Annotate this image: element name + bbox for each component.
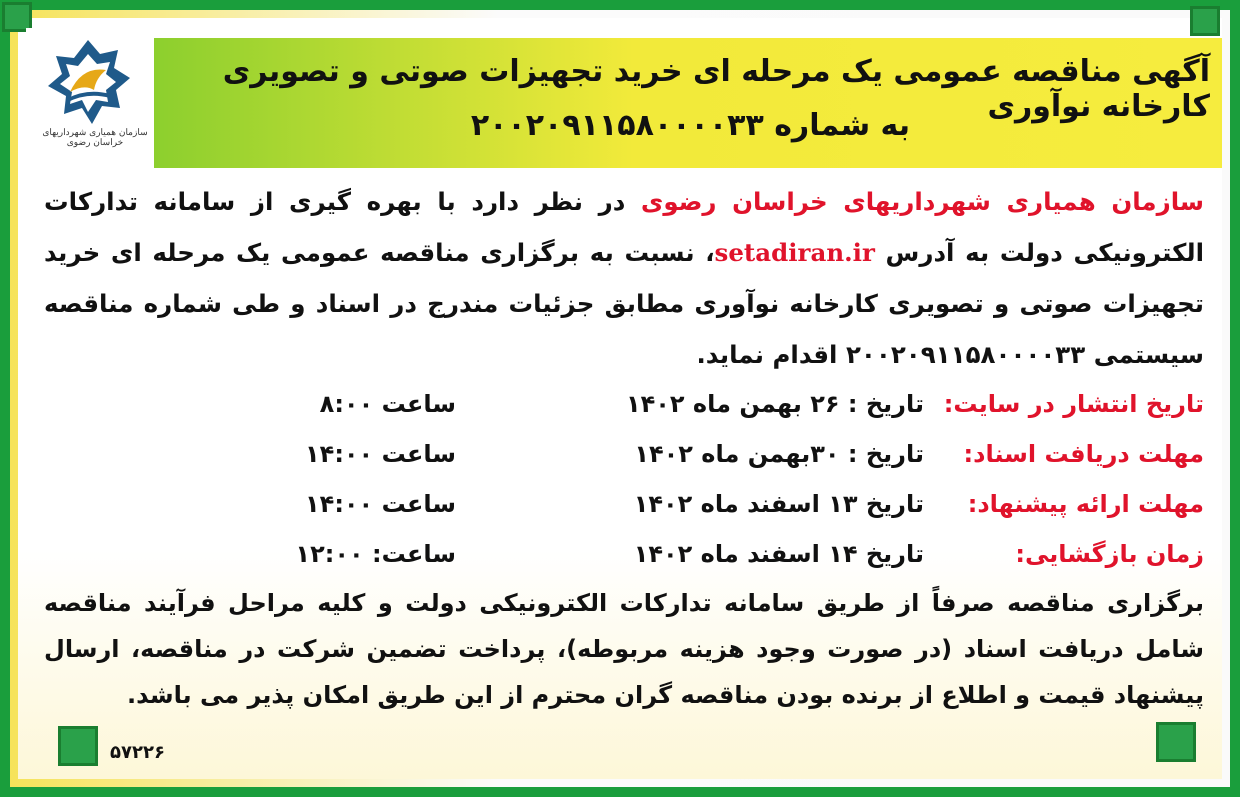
schedule-time: ساعت: ۱۲:۰۰ [295,540,456,568]
schedule-date: تاریخ ۱۴ اسفند ماه ۱۴۰۲ [633,540,924,568]
schedule-time: ساعت ۸:۰۰ [319,390,456,418]
intro-paragraph [44,176,1204,380]
website-link[interactable]: setadiran.ir [714,238,875,267]
schedule-row [44,440,1204,486]
corner-square-bottom-right [1156,722,1196,762]
schedule-label: مهلت دریافت اسناد: [963,440,1204,468]
tender-number-title: به شماره ۲۰۰۲۰۹۱۱۵۸۰۰۰۰۳۳ [470,108,910,143]
schedule-row [44,490,1204,536]
ad-title: آگهی مناقصه عمومی یک مرحله ای خرید تجهیزات صوتی و تصویری کارخانه نوآوری [222,54,1210,124]
intro-text-part1: در نظر دارد با بهره گیری از سامانه تدارکات الکترونیکی دولت به آدرس [44,187,1204,267]
schedule-label: تاریخ انتشار در سایت: [943,390,1204,418]
corner-square-top-right [1190,6,1220,36]
schedule-label: مهلت ارائه پیشنهاد: [967,490,1204,518]
footer-paragraph: برگزاری مناقصه صرفاً از طریق سامانه تدارکات الکترونیکی دولت و کلیه مراحل فرآیند مناقصه شامل دریافت اسناد (در صورت وجود هزینه مربوطه)، پرداخت تضمین شرکت در مناقصه، ارسال پیشنهاد قیمت و اطلاع از برنده بودن مناقصه گران محترم از این طریق امکان پذیر می باشد. [44,589,1204,709]
corner-square-bottom-left [58,726,98,766]
schedule-row [44,390,1204,436]
schedule-time: ساعت ۱۴:۰۰ [305,440,456,468]
logo-caption: سازمان همیاری شهرداریهای خراسان رضوی [42,128,148,148]
logo-emblem-icon [26,28,154,138]
organization-name: سازمان همیاری شهرداریهای خراسان رضوی [640,187,1204,216]
schedule-date: تاریخ : ۳۰بهمن ماه ۱۴۰۲ [634,440,924,468]
intro-text-part2: ، نسبت به برگزاری مناقصه عمومی یک مرحله ای خرید تجهیزات صوتی و تصویری کارخانه نوآوری مطابق جزئیات مندرج در اسناد و طی شماره مناقصه سیستمی ۲۰۰۲۰۹۱۱۵۸۰۰۰۰۳۳ اقدام نماید. [44,238,1204,369]
schedule-time: ساعت ۱۴:۰۰ [305,490,456,518]
schedule-date: تاریخ ۱۳ اسفند ماه ۱۴۰۲ [633,490,924,518]
schedule-date: تاریخ : ۲۶ بهمن ماه ۱۴۰۲ [625,390,924,418]
schedule-label: زمان بازگشایی: [1015,540,1204,568]
ad-code: ۵۷۲۲۶ [110,742,165,763]
